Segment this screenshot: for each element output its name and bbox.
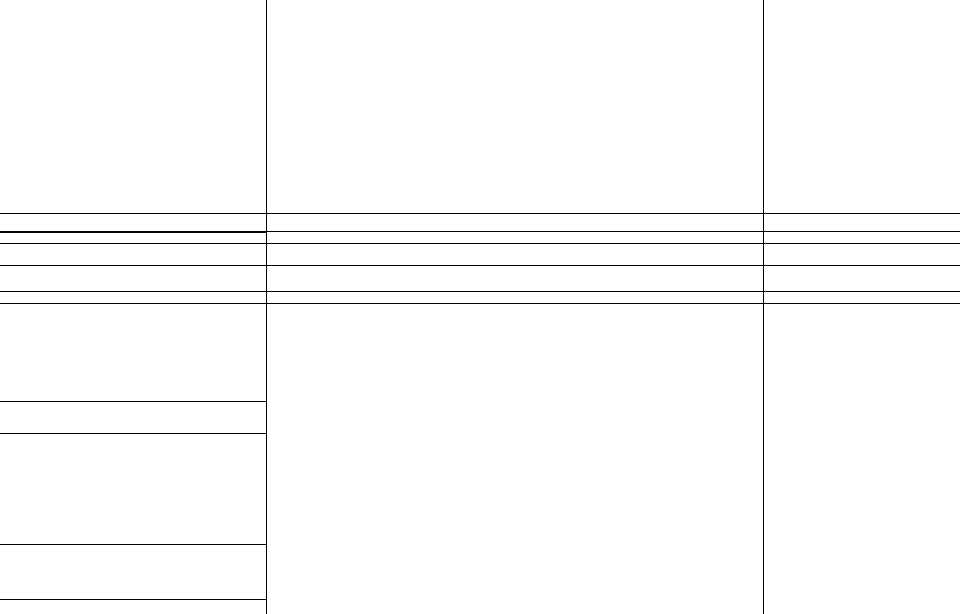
row-divider [0, 232, 266, 233]
row-divider [0, 265, 960, 266]
section-divider [0, 231, 960, 232]
row-divider [0, 599, 266, 600]
row-divider [0, 544, 266, 545]
row-divider [0, 401, 266, 402]
section-divider [0, 243, 960, 244]
row-divider [0, 213, 960, 214]
column-divider [763, 0, 764, 614]
row-divider [0, 433, 266, 434]
column-divider [266, 0, 267, 614]
section-divider [0, 303, 960, 304]
section-divider [0, 291, 960, 292]
